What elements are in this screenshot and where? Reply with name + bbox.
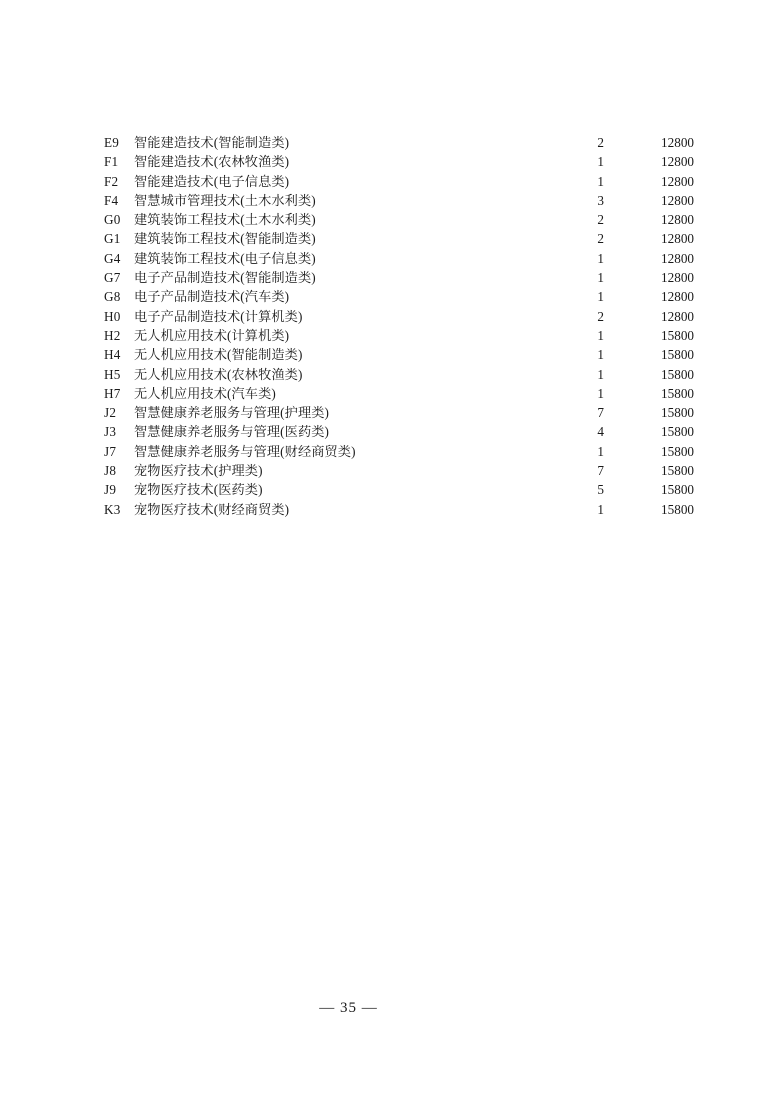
program-count: 2 (597, 212, 604, 228)
table-row (104, 268, 694, 287)
program-name: 智慧健康养老服务与管理(财经商贸类) (134, 443, 356, 459)
program-name: 宠物医疗技术(医药类) (134, 482, 263, 498)
program-count: 1 (597, 289, 604, 305)
program-count: 1 (597, 270, 604, 286)
program-name: 电子产品制造技术(汽车类) (134, 289, 290, 305)
program-code: G4 (104, 250, 121, 266)
program-count: 1 (597, 501, 604, 517)
table-row (104, 133, 694, 152)
program-count: 3 (597, 192, 604, 208)
program-fee: 12800 (661, 173, 694, 189)
program-fee: 15800 (661, 347, 694, 363)
table-row (104, 461, 694, 480)
program-code: G8 (104, 289, 121, 305)
table-row (104, 172, 694, 191)
table-row (104, 442, 694, 461)
program-code: F4 (104, 192, 119, 208)
program-name: 智慧健康养老服务与管理(护理类) (134, 405, 330, 421)
program-name: 智慧城市管理技术(土木水利类) (134, 192, 316, 208)
program-code: E9 (104, 135, 120, 150)
program-count: 4 (597, 424, 604, 440)
program-name: 宠物医疗技术(财经商贸类) (134, 501, 290, 517)
program-fee: 15800 (661, 385, 694, 401)
program-name: 建筑装饰工程技术(智能制造类) (134, 231, 316, 247)
program-fee: 12800 (661, 231, 694, 247)
table-row (104, 229, 694, 248)
program-name: 智能建造技术(农林牧渔类) (134, 154, 290, 170)
program-name: 电子产品制造技术(计算机类) (134, 308, 303, 324)
table-row (104, 307, 694, 326)
program-fee: 12800 (661, 192, 694, 208)
program-name: 智能建造技术(电子信息类) (134, 173, 290, 189)
program-count: 7 (597, 405, 604, 421)
program-listing (104, 133, 694, 519)
program-fee: 12800 (661, 135, 694, 150)
table-row (104, 480, 694, 499)
table-row (104, 191, 694, 210)
program-fee: 15800 (661, 424, 694, 440)
program-code: F2 (104, 173, 119, 189)
program-fee: 15800 (661, 501, 694, 517)
page-number (0, 1000, 777, 1017)
program-code: J8 (104, 463, 117, 479)
program-code: G0 (104, 212, 121, 228)
program-count: 1 (597, 250, 604, 266)
program-code: H7 (104, 385, 121, 401)
program-name: 智慧健康养老服务与管理(医药类) (134, 424, 330, 440)
program-fee: 15800 (661, 405, 694, 421)
program-name: 无人机应用技术(农林牧渔类) (134, 366, 303, 382)
program-name: 电子产品制造技术(智能制造类) (134, 270, 316, 286)
program-fee: 15800 (661, 327, 694, 343)
program-code: H0 (104, 308, 121, 324)
program-fee: 12800 (661, 308, 694, 324)
table-row (104, 403, 694, 422)
program-fee: 15800 (661, 366, 694, 382)
program-code: G1 (104, 231, 121, 247)
program-count: 1 (597, 385, 604, 401)
program-code: J7 (104, 443, 117, 459)
program-fee: 15800 (661, 443, 694, 459)
program-code: G7 (104, 270, 121, 286)
program-code: J3 (104, 424, 117, 440)
table-row (104, 365, 694, 384)
program-code: J2 (104, 405, 117, 421)
program-count: 1 (597, 347, 604, 363)
table-row (104, 422, 694, 441)
program-name: 建筑装饰工程技术(土木水利类) (134, 212, 316, 228)
program-count: 7 (597, 463, 604, 479)
program-count: 2 (597, 231, 604, 247)
program-fee: 12800 (661, 212, 694, 228)
program-name: 无人机应用技术(汽车类) (134, 385, 276, 401)
program-fee: 12800 (661, 250, 694, 266)
program-fee: 12800 (661, 154, 694, 170)
program-name: 宠物医疗技术(护理类) (134, 463, 263, 479)
table-row (104, 384, 694, 403)
program-fee: 12800 (661, 289, 694, 305)
program-count: 2 (597, 135, 604, 150)
program-fee: 15800 (661, 463, 694, 479)
table-row (104, 210, 694, 229)
program-count: 2 (597, 308, 604, 324)
program-code: H4 (104, 347, 121, 363)
program-code: H5 (104, 366, 121, 382)
program-count: 1 (597, 154, 604, 170)
table-row (104, 249, 694, 268)
program-code: H2 (104, 327, 121, 343)
table-row (104, 326, 694, 345)
program-name: 建筑装饰工程技术(电子信息类) (134, 250, 316, 266)
program-count: 1 (597, 443, 604, 459)
program-count: 5 (597, 482, 604, 498)
program-fee: 12800 (661, 270, 694, 286)
program-name: 无人机应用技术(智能制造类) (134, 347, 303, 363)
table-row (104, 500, 694, 519)
program-code: F1 (104, 154, 119, 170)
program-name: 无人机应用技术(计算机类) (134, 327, 290, 343)
table-row (104, 287, 694, 306)
program-code: J9 (104, 482, 117, 498)
program-count: 1 (597, 366, 604, 382)
table-row (104, 345, 694, 364)
program-fee: 15800 (661, 482, 694, 498)
program-count: 1 (597, 173, 604, 189)
page-number-label: — 35 — (319, 1000, 378, 1016)
program-code: K3 (104, 501, 121, 517)
program-name: 智能建造技术(智能制造类) (134, 135, 290, 150)
table-row (104, 152, 694, 171)
program-count: 1 (597, 327, 604, 343)
